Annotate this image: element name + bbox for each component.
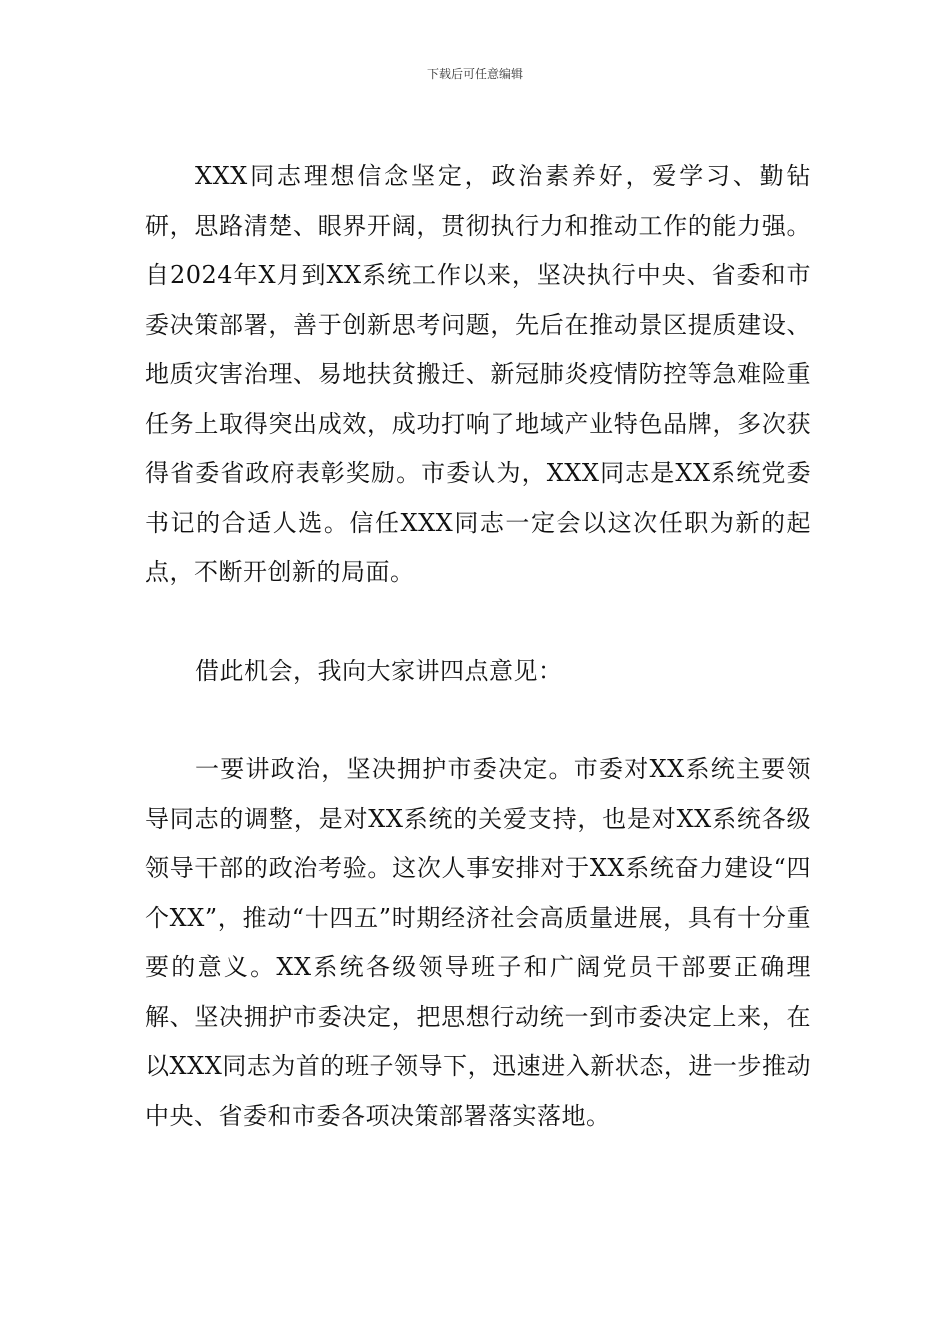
page-header: 下载后可任意编辑: [426, 67, 523, 81]
paragraph-point-one-politics: 一要讲政治，坚决拥护市委决定。市委对XX系统主要领导同志的调整，是对XX系统的关爱支持，也是对XX系统各级领导干部的政治考验。这次人事安排对于XX系统奋力建设“四个XX”，推动“十四五”时期经济社会高质量进展，具有十分重要的意义。XX系统各级领导班子和广阔党员干部要正确理解、坚决拥护市委决定，把思想行动统一到市委决定上来，在以XXX同志为首的班子领导下，迅速进入新状态，进一步推动中央、省委和市委各项决策部署落实落地。: [145, 755, 811, 1130]
paragraph-candidate-evaluation: XXX同志理想信念坚定，政治素养好，爱学习、勤钻研，思路清楚、眼界开阔，贯彻执行力和推动工作的能力强。自2024年X月到XX系统工作以来，坚决执行中央、省委和市委决策部署，善于创新思考问题，先后在推动景区提质建设、地质灾害治理、易地扶贫搬迁、新冠肺炎疫情防控等急难险重任务上取得突出成效，成功打响了地域产业特色品牌，多次获得省委省政府表彰奖励。市委认为，XXX同志是XX系统党委书记的合适人选。信任XXX同志一定会以这次任职为新的起点，不断开创新的局面。: [145, 162, 811, 586]
document-body: [145, 152, 811, 1141]
paragraph-four-opinions-intro: 借此机会，我向大家讲四点意见：: [195, 656, 563, 685]
